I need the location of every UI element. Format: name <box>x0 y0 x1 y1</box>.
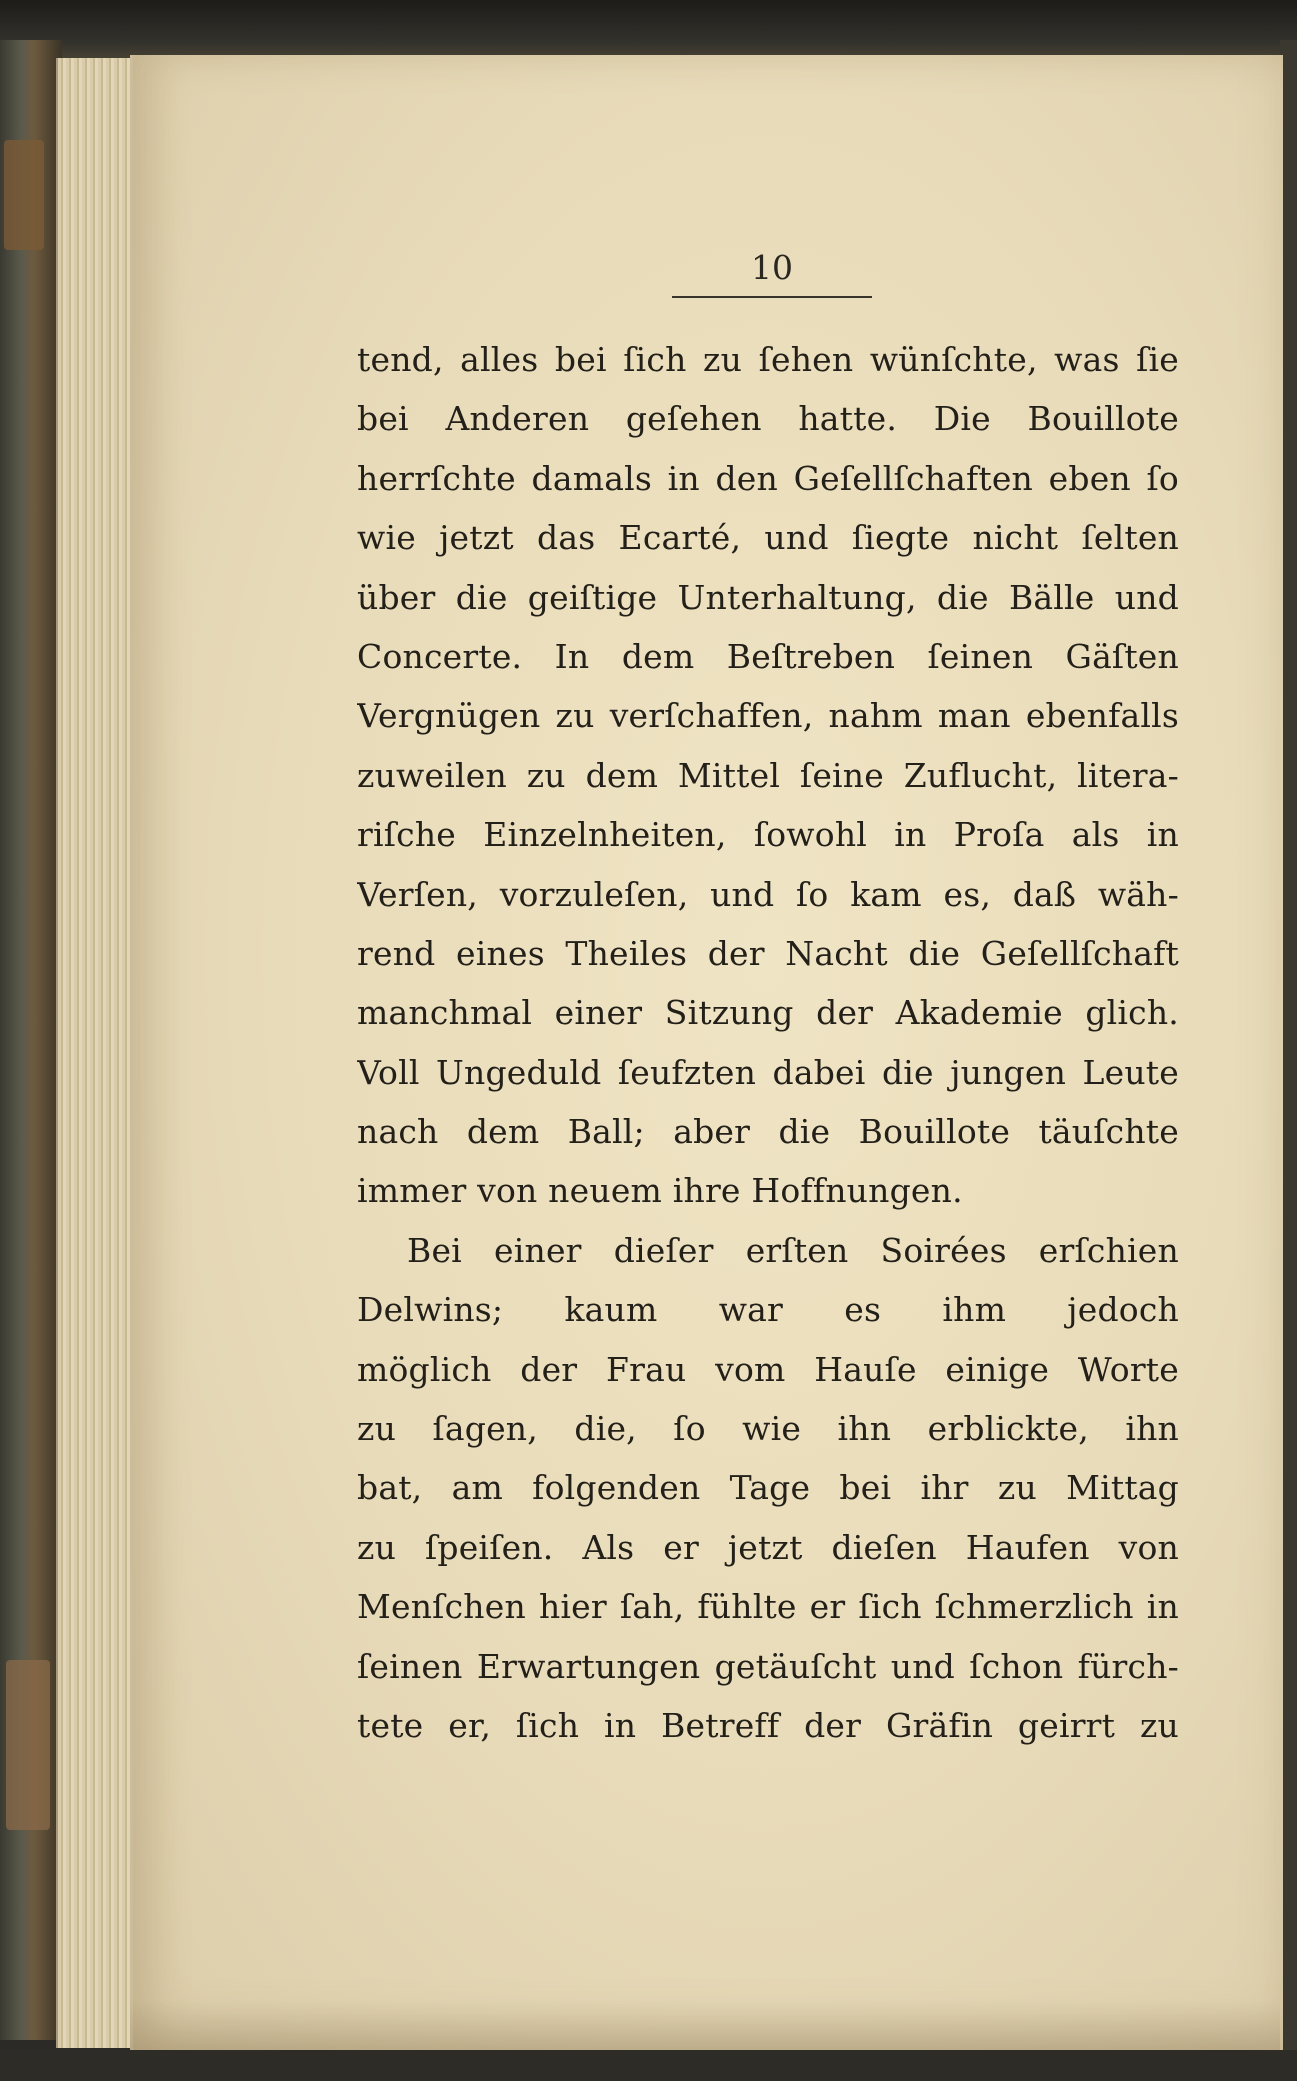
text-line: herrſchte damals in den Geſellſchaften eben ſo <box>357 458 1179 498</box>
text-line: Delwins; kaum war es ihm jedoch <box>357 1290 1179 1330</box>
text-line: riſche Einzelnheiten, ſowohl in Proſa als in <box>357 815 1179 855</box>
text-line: Vergnügen zu verſchaffen, nahm man ebenfalls <box>357 696 1179 736</box>
binding-wear-mark <box>4 140 44 250</box>
binding-wear-mark <box>6 1660 50 1830</box>
text-line: Concerte. In dem Beſtreben ſeinen Gäſten <box>357 636 1179 676</box>
text-line: ſeinen Erwartungen getäuſcht und ſchon fürch- <box>357 1646 1179 1686</box>
text-line: tend, alles bei ſich zu ſehen wünſchte, was ſie <box>357 340 1179 379</box>
text-line: Bei einer dieſer erſten Soirées erſchien <box>407 1230 1179 1270</box>
text-line: über die geiſtige Unterhaltung, die Bälle und <box>357 577 1179 617</box>
book-binding-left <box>0 40 62 2040</box>
text-line: bat, am folgenden Tage bei ihr zu Mittag <box>357 1468 1179 1508</box>
text-line: wie jetzt das Ecarté, und ſiegte nicht ſelten <box>357 518 1179 558</box>
text-line: Verſen, vorzuleſen, und ſo kam es, daß wäh- <box>357 874 1179 914</box>
text-line: tete er, ſich in Betreff der Gräfin geirrt zu <box>357 1705 1179 1745</box>
text-line: zu ſpeiſen. Als er jetzt dieſen Haufen von <box>357 1527 1179 1567</box>
text-line: bei Anderen geſehen hatte. Die Bouillote <box>357 399 1179 439</box>
body-text <box>357 330 1179 1755</box>
page-number: 10 <box>751 248 793 287</box>
text-line: nach dem Ball; aber die Bouillote täuſchte <box>357 1112 1179 1152</box>
text-line: Voll Ungeduld ſeufzten dabei die jungen Leute <box>357 1052 1179 1092</box>
page-shadow <box>130 2000 1280 2055</box>
text-line: zuweilen zu dem Mittel ſeine Zuflucht, litera- <box>357 755 1179 795</box>
text-line: zu ſagen, die, ſo wie ihn erblickte, ihn <box>357 1409 1179 1449</box>
book-cover-top <box>0 0 1297 62</box>
text-line: Menſchen hier ſah, fühlte er ſich ſchmerzlich in <box>357 1587 1179 1627</box>
page-number-rule <box>672 296 872 298</box>
book-cover-bottom <box>0 2050 1297 2081</box>
text-line: rend eines Theiles der Nacht die Geſellſchaft <box>357 933 1179 973</box>
text-line: manchmal einer Sitzung der Akademie glich. <box>357 993 1179 1033</box>
text-line: immer von neuem ihre Hoffnungen. <box>357 1171 963 1211</box>
text-line: möglich der Frau vom Hauſe einige Worte <box>357 1349 1179 1389</box>
